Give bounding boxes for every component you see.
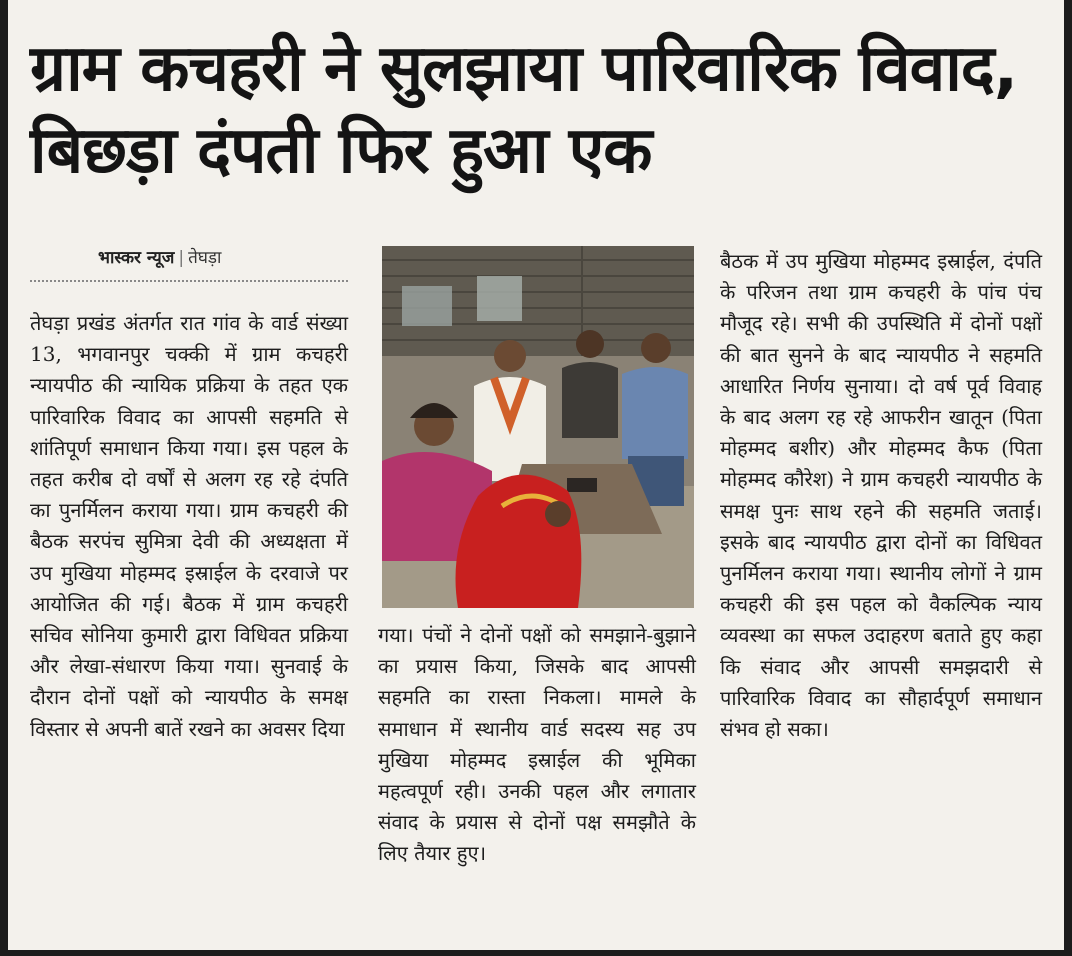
byline-location: तेघड़ा [188, 248, 222, 268]
byline-separator: | [178, 248, 185, 268]
headline: ग्राम कचहरी ने सुलझाया पारिवारिक विवाद, बिछड़ा दंपती फिर हुआ एक [30, 32, 1018, 188]
article-column-2: गया। पंचों ने दोनों पक्षों को समझाने-बुझाने का प्रयास किया, जिसके बाद आपसी सहमति का रास्ता निकला। मामले के समाधान में स्थानीय वार्ड सदस्य सह उप मुखिया मोहम्मद इस्राईल की भूमिका महत्वपूर्ण रही। उनकी पहल और लगातार संवाद के प्रयास से दोनों पक्ष समझौते के लिए तैयार हुए। [378, 623, 696, 866]
byline [98, 245, 221, 268]
article-column-3: बैठक में उप मुखिया मोहम्मद इस्राईल, दंपति के परिजन तथा ग्राम कचहरी के पांच पंच मौजूद रहे। सभी की उपस्थिति में दोनों पक्षों की बात सुनने के बाद न्यायपीठ ने सहमति आधारित निर्णय सुनाया। दो वर्ष पूर्व विवाह के बाद अलग रह रहे आफरीन खातून (पिता मोहम्मद बशीर) और मोहम्मद कैफ (पिता मोहम्मद कौरेश) ने ग्राम कचहरी न्यायपीठ के समक्ष पुनः साथ रहने की सहमति जताई। इसके बाद न्यायपीठ द्वारा दोनों का विधिवत पुनर्मिलन कराया गया। स्थानीय लोगों ने ग्राम कचहरी की इस पहल को वैकल्पिक न्याय व्यवस्था का सफल उदाहरण बताते हुए कहा कि संवाद और आपसी समझदारी से पारिवारिक विवाद का सौहार्दपूर्ण समाधान संभव हो सका। [720, 249, 1042, 742]
newspaper-clipping [8, 0, 1064, 950]
article-photo [382, 246, 694, 608]
byline-divider [30, 280, 348, 282]
meeting-photo-illustration [382, 246, 694, 608]
byline-agency: भास्कर न्यूज [98, 248, 175, 268]
article-column-1: तेघड़ा प्रखंड अंतर्गत रात गांव के वार्ड संख्या 13, भगवानपुर चक्की में ग्राम कचहरी न्यायपीठ की न्यायिक प्रक्रिया के तहत एक पारिवारिक विवाद का आपसी सहमति से शांतिपूर्ण समाधान किया गया। इस पहल के तहत करीब दो वर्षों से अलग रह रहे दंपति का पुनर्मिलन कराया गया। ग्राम कचहरी की बैठक सरपंच सुमित्रा देवी की अध्यक्षता में उप मुखिया मोहम्मद इस्राईल के दरवाजे पर आयोजित की गई। बैठक में ग्राम कचहरी सचिव सोनिया कुमारी द्वारा विधिवत प्रक्रिया और लेखा-संधारण किया गया। सुनवाई के दौरान दोनों पक्षों को न्यायपीठ के समक्ष विस्तार से अपनी बातें रखने का अवसर दिया [30, 311, 348, 741]
